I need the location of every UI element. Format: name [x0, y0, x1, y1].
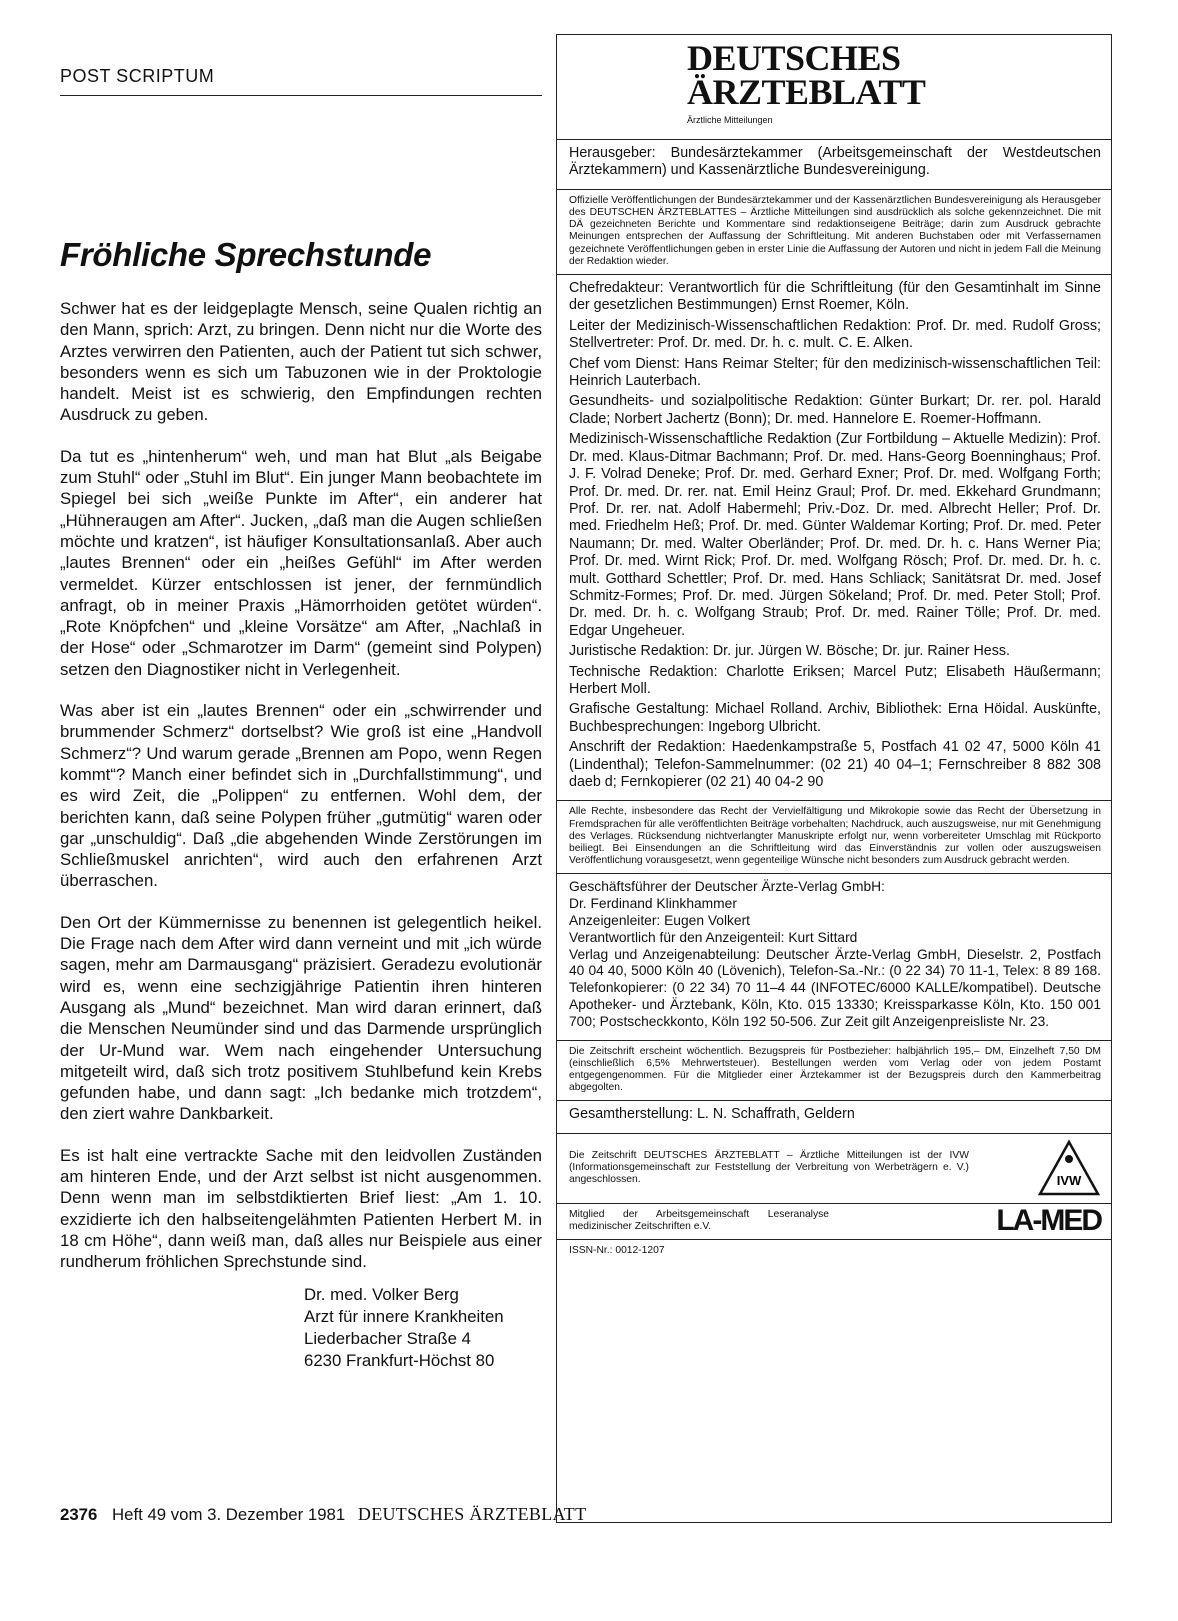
masthead-line-1: DEUTSCHES [687, 38, 901, 78]
editorial-entry: Technische Redaktion: Charlotte Eriksen; Marcel Putz; Elisabeth Häußermann; Herbert Moll. [569, 663, 1101, 697]
lamed-text: Mitglied der Arbeitsgemeinschaft Leseranalyse medizinischer Zeitschriften e.V. [569, 1208, 829, 1233]
subscription-text: Die Zeitschrift erscheint wöchentlich. Bezugspreis für Postbezieher: halbjährlich 195,– DM, Einzelheft 7,50 DM (einschließlich 6,5% Mehrwertsteuer). Bestellungen werden vom Verlag oder von jedem Postamt entgegengenommen. Für die Mitglieder einer Ärztekammer ist der Bezugspreis durch den Kammerbeitrag abgegolten. [569, 1045, 1101, 1094]
editorial-entry: Gesundheits- und sozialpolitische Redaktion: Günter Burkart; Dr. rer. pol. Harald Clade; Norbert Jachertz (Bonn); Dr. med. Hannelore E. Roemer-Hoffmann. [569, 393, 1101, 427]
publisher-info-line: Geschäftsführer der Deutscher Ärzte-Verlag GmbH: [569, 879, 885, 895]
publisher-info-box [557, 874, 1111, 1040]
editorial-entry: Grafische Gestaltung: Michael Rolland. Archiv, Bibliothek: Erna Höidal. Auskünfte, Buchbesprechungen: Ingeborg Ulbricht. [569, 701, 1101, 735]
editorial-entry: Anschrift der Redaktion: Haedenkampstraße 5, Postfach 41 02 47, 5000 Köln 41 (Lindenthal); Telefon-Sammelnummer: (02 21) 40 04–1; Fernschreiber 8 882 308 daeb d; Fernkopierer (02 21) 40 04-2 90 [569, 739, 1101, 790]
production-text: Gesamtherstellung: L. N. Schaffrath, Geldern [569, 1106, 855, 1123]
article-paragraph: Was aber ist ein „lautes Brennen“ oder ein „schwirrender und brummender Schmerz“ dortselbst? Wie groß ist eine „Handvoll Schmerz“? Und warum gerade „Brennen am Popo, wenn Regen kommt“? Manch einer befindet sich in „Durchfallstimmung“, und es wird Zeit, die „Polippen“ zu entfernen. Wohl dem, der berichten kann, daß seine Polypen früher „gutmütig“ waren oder gar „unschuldig“. Daß „die abgehenden Winde Zerstörungen im Schließmuskel anrichten“, wird auch den erfahrenen Arzt überraschen. [60, 701, 542, 891]
publisher-info-line: Verlag und Anzeigenabteilung: Deutscher Ärzte-Verlag GmbH, Dieselstr. 2, Postfach 40 04 40, 5000 Köln 40 (Lövenich), Telefon-Sa.-Nr.: (0 22 34) 70 11-1, Telex: 8 89 168. Telefonkopierer: (0 22 34) 70 11–4 44 (INFOTEC/6000 KALLE/kompatibel). Deutsche Apotheker- und Ärztebank, Köln, Kto. 015 13330; Kreissparkasse Köln, Kto. 150 001 700; Postscheckkonto, Köln 192 50-506. Zur Zeit gilt Anzeigenpreisliste Nr. 23. [569, 946, 1101, 1029]
author-signature [304, 1284, 542, 1371]
ivw-text: Die Zeitschrift DEUTSCHES ÄRZTEBLATT – Ärztliche Mitteilungen ist der IVW (Informationsgemeinschaft zur Feststellung der Verbreitung von Werbeträgern e. V.) angeschlossen. [569, 1149, 969, 1185]
issue-info: Heft 49 vom 3. Dezember 1981 [112, 1505, 346, 1524]
author-name: Dr. med. Volker Berg [304, 1285, 459, 1305]
article-column [60, 66, 542, 1372]
impressum-box [556, 34, 1112, 1523]
article-paragraph: Es ist halt eine vertrackte Sache mit den leidvollen Zuständen am hinteren Ende, und der Arzt selbst ist nicht ausgenommen. Denn wenn man im selbstdiktierten Brief liest: „Am 1. 10. exzidierte ich den halbseitengelähmten Patienten Herbert M. in 18 cm Höhe“, dann weiß man, daß alles nur Beispiele aus einer rundherum fröhlichen Sprechstunde sind. [60, 1145, 542, 1272]
editorial-entry: Leiter der Medizinisch-Wissenschaftlichen Redaktion: Prof. Dr. med. Rudolf Gross; Stellvertreter: Prof. Dr. med. Dr. h. c. mult. C. E. Alken. [569, 317, 1101, 352]
author-city: 6230 Frankfurt-Höchst 80 [304, 1350, 495, 1370]
official-note-box [557, 190, 1111, 275]
lamed-box [557, 1204, 1111, 1240]
author-street: Liederbacher Straße 4 [304, 1329, 471, 1349]
publisher-box [557, 140, 1111, 190]
section-label: POST SCRIPTUM [60, 66, 542, 96]
article-paragraph: Schwer hat es der leidgeplagte Mensch, seine Qualen richtig an den Mann, sprich: Arzt, zu bringen. Denn nicht nur die Worte des Arztes verwirren den Patienten, auch der Patient tut sich schwer, besonders wenn es sich um Tabuzonen wie in der Proktologie handelt. Meist ist es schwierig, den Empfindungen rechten Ausdruck zu geben. [60, 299, 542, 425]
masthead-subtitle: Ärztliche Mitteilungen [687, 115, 773, 125]
editorial-box [557, 275, 1111, 801]
editorial-entry: Medizinisch-Wissenschaftliche Redaktion (Zur Fortbildung – Aktuelle Medizin): Prof. Dr. med. Klaus-Ditmar Bachmann; Prof. Dr. med. Hans-Georg Boenninghaus; Prof. J. F. Volrad Deneke; Prof. Dr. med. Gerhard Exner; Prof. Dr. med. Wolfgang Forth; Prof. Dr. med. Dr. rer. nat. Emil Heinz Graul; Prof. Dr. med. Ekkehard Grundmann; Prof. Dr. rer. nat. Adolf Habermehl; Priv.-Doz. Dr. med. Albrecht Heller; Prof. Dr. med. Friedhelm Heß; Prof. Dr. med. Günter Waldemar Korting; Prof. Dr. med. Peter Naumann; Dr. med. Walter Oberländer; Prof. Dr. med. Dr. h. c. Hans Werner Pia; Prof. Dr. med. Wirnt Rick; Prof. Dr. med. Wolfgang Rösch; Prof. Dr. med. Dr. h. c. mult. Gotthard Schettler; Prof. Dr. med. Hans Schliack; Sanitätsrat Dr. med. Josef Schmitz-Formes; Prof. Dr. med. Jürgen Sökeland; Prof. Dr. med. Peter Stoll; Prof. Dr. med. Dr. h. c. Wolfgang Straub; Prof. Dr. med. Rainer Tölle; Prof. Dr. med. Edgar Ungeheuer. [569, 431, 1101, 639]
editorial-entry: Chef vom Dienst: Hans Reimar Stelter; für den medizinisch-wissenschaftlichen Teil: Heinrich Lauterbach. [569, 355, 1101, 390]
publisher-info-line: Dr. Ferdinand Klinkhammer [569, 896, 737, 912]
masthead [557, 35, 1111, 140]
publisher-info-line: Anzeigenleiter: Eugen Volkert [569, 913, 751, 929]
editorial-entry: Juristische Redaktion: Dr. jur. Jürgen W. Bösche; Dr. jur. Rainer Hess. [569, 643, 1010, 660]
author-title: Arzt für innere Krankheiten [304, 1307, 504, 1327]
article-paragraph: Den Ort der Kümmernisse zu benennen ist gelegentlich heikel. Die Frage nach dem After wird dann verneint und mit „ich würde sagen, mehr am Darmausgang“ präzisiert. Geradezu evolutionär wird es, wenn eine sechzigjährige Patientin ihren hinteren Ausgang als „Mund“ bezeichnet. Man wird daran erinnert, daß die Menschen Neumünder sind und das Darmende ursprünglich der Ur-Mund war. Wem nach eingehender Untersuchung mitgeteilt wird, daß sich trotz positivem Stuhlbefund kein Krebs gefunden habe, und dann sagt: „Ich bedanke mich trotzdem“, den ziert wahre Dankbarkeit. [60, 912, 542, 1124]
production-box [557, 1101, 1111, 1133]
page-footer [60, 1504, 586, 1525]
article-headline: Fröhliche Sprechstunde [60, 236, 432, 273]
rights-box [557, 801, 1111, 874]
page-number: 2376 [60, 1505, 98, 1524]
lamed-logo: LA-MED [996, 1203, 1101, 1237]
ivw-logo-icon [1037, 1139, 1101, 1197]
footer-magazine-name: DEUTSCHES ÄRZTEBLATT [357, 1504, 587, 1524]
masthead-line-2: ÄRZTEBLATT [687, 72, 926, 112]
ivw-box [557, 1134, 1111, 1204]
publisher-info-line: Verantwortlich für den Anzeigenteil: Kurt Sittard [569, 929, 858, 945]
ivw-logo-letters: IVW [1056, 1172, 1082, 1188]
issn-box [557, 1240, 1111, 1263]
publisher-text: Herausgeber: Bundesärztekammer (Arbeitsgemeinschaft der Westdeutschen Ärztekammern) und Kassenärztliche Bundesvereinigung. [569, 145, 1101, 179]
official-note-text: Offizielle Veröffentlichungen der Bundesärztekammer und der Kassenärztlichen Bundesvereinigung als Herausgeber des DEUTSCHEN ÄRZTEBLATTES – Ärztliche Mitteilungen sind ausdrücklich als solche gekennzeichnet. Die mit DÄ gezeichneten Berichte und Kommentare sind redaktionseigene Beiträge; darin zum Ausdruck gebrachte Meinungen entsprechen der Auffassung der Schriftleitung. Mit anderen Buchstaben oder mit Verfassernamen gezeichnete Veröffentlichungen geben in erster Linie die Auffassung der Autoren und nicht in jedem Fall die Meinung der Redaktion wieder. [569, 194, 1101, 267]
article-paragraph: Da tut es „hintenherum“ weh, und man hat Blut „als Beigabe zum Stuhl“ oder „Stuhl im Blut“. Ein junger Mann beobachtete im Spiegel bei sich „weiße Punkte im After“, ein anderer hat „Hühneraugen am After“. Jucken, „daß man die Augen schließen möchte und kratzen“, ist häufiger Konsultationsanlaß. Aber auch „lautes Brennen“ oder ein „heißes Gefühl“ im After werden vermeldet. Kürzer entschlossen ist jener, der fernmündlich anfragt, ob in meiner Praxis „Hämorrhoiden getötet würden“. „Rote Knöpfchen“ und „kleine Vorsätze“ am After, „Nachlaß in der Hose“ oder „Schmarotzer im Darm“ (gemeint sind Polypen) setzen den Diagnostiker nicht in Verlegenheit. [60, 446, 542, 679]
editorial-entry: Chefredakteur: Verantwortlich für die Schriftleitung (für den Gesamtinhalt im Sinne der gesetzlichen Bestimmungen) Ernst Roemer, Köln. [569, 280, 1101, 314]
subscription-box [557, 1041, 1111, 1102]
rights-text: Alle Rechte, insbesondere das Recht der Vervielfältigung und Mikrokopie sowie das Recht der Übersetzung in Fremdsprachen für alle veröffentlichten Beiträge vorbehalten; Nachdruck, auch auszugsweise, nur mit Genehmigung des Verlages. Rücksendung nichtverlangter Manuskripte erfolgt nur, wenn vorbereiteter Umschlag mit Rückporto beiliegt. Bei Einsendungen an die Schriftleitung wird das Einverständnis zur vollen oder auszugsweisen Veröffentlichung vorausgesetzt, wenn gegenteilige Wünsche nicht besonders zum Ausdruck gebracht werden. [569, 806, 1101, 867]
masthead-title [687, 38, 926, 112]
issn-text: ISSN-Nr.: 0012-1207 [569, 1245, 665, 1257]
